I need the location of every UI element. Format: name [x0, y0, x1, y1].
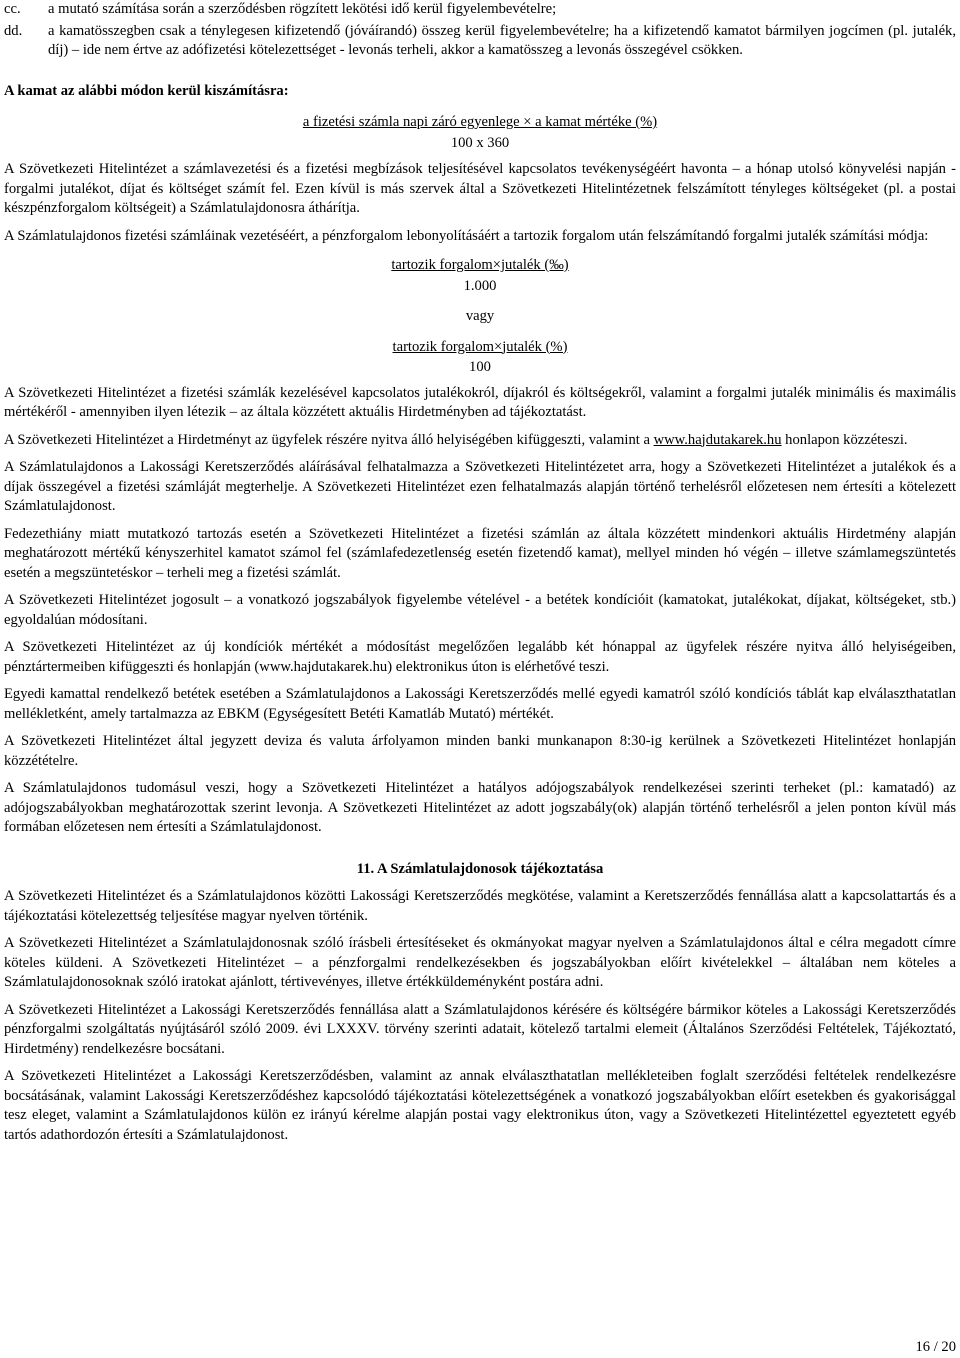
list-item-text: a kamatösszegben csak a ténylegesen kifizetendő (jóváírandó) összeg kerül figyelembevételre; ha a kifizetendő kamatot bármilyen jogcímen (pl. jutalék, díj) – ide nem értve az adófizetési kötelezettséget - levonás terheli, akkor a kamatösszeg a levonás összegével csökken. — [48, 22, 956, 58]
formula-denominator: 100 — [469, 359, 491, 375]
list-item — [4, 22, 956, 61]
paragraph: Fedezethiány miatt mutatkozó tartozás esetén a Szövetkezeti Hitelintézet a fizetési számlán az általa közzétett mindenkori aktuális Hirdetmény alapján meghatározott mértékű kényszerhitel kamatot számol fel (számlafedezetlenség esetén fizetendő kamat), mellyel minden hó végén – illetve számlamegszüntetés esetén a megszüntetéskor – terheli meg a fizetési számlát. — [4, 525, 956, 581]
paragraph: A Szövetkezeti Hitelintézet által jegyzett deviza és valuta árfolyamon minden banki munkanapon 8:30-ig kerülnek a Szövetkezeti Hitelintézet honlapján közzétételre. — [4, 733, 956, 769]
paragraph: A Szövetkezeti Hitelintézet a számlavezetési és a fizetési megbízások teljesítésével kapcsolatos tevékenységéért havonta – a hónap utolsó könyvelési napján - forgalmi jutalékot, díjat és költséget számít fel. Ezen kívül is más szervek által a Szövetkezeti Hitelintézetnek felszámított tényleges költségeket (pl. a postai készpénzforgalom költségeit) a Számlatulajdonosra áthárítja. — [4, 161, 956, 216]
list-item-text: a mutató számítása során a szerződésben rögzített lekötési idő kerül figyelembevételre; — [48, 1, 557, 17]
paragraph: A Szövetkezeti Hitelintézet és a Számlatulajdonos közötti Lakossági Keretszerződés megkötése, valamint a Keretszerződés fennállása alatt a kapcsolattartás és a tájékoztatási kötelezettség teljesítése magyar nyelven történik. — [4, 888, 956, 924]
formula-numerator-text: tartozik forgalom×jutalék (%) — [392, 338, 568, 355]
section-title: 11. A Számlatulajdonosok tájékoztatása — [356, 860, 604, 877]
formula-numerator-text: a fizetési számla napi záró egyenlege × a kamat mértéke (%) — [302, 114, 658, 130]
paragraph-text: honlapon közzéteszi. — [781, 431, 908, 448]
interest-heading: A kamat az alábbi módon kerül kiszámításra: — [4, 82, 289, 99]
list-marker: dd. — [4, 22, 23, 39]
paragraph: A Szövetkezeti Hitelintézet a fizetési számlák kezelésével kapcsolatos jutalékokról, díjakról és költségekről, valamint a forgalmi jutalék minimális és maximális mértékéről - amennyiben ilyen létezik – az általa közzétett aktuális Hirdetményben ad tájékoztatást. — [4, 384, 956, 420]
website-link[interactable]: www.hajdutakarek.hu — [653, 431, 782, 448]
paragraph: A Szövetkezeti Hitelintézet jogosult – a vonatkozó jogszabályok figyelembe vételével - a betétek kondícióit (kamatokat, jutalékokat, díjakat, költségeket, stb.) egyoldalúan módosítani. — [4, 592, 956, 628]
formula-numerator — [4, 256, 956, 276]
paragraph: A Szövetkezeti Hitelintézet a Számlatulajdonosnak szóló írásbeli értesítéseket és okmányokat magyar nyelven a Számlatulajdonos által e célra megadott címre köteles küldeni. A Szövetkezeti Hitelintézet – a pénzforgalmi rendelkezésekben és jogszabályokban előírt kivételekkel – általában nem köteles a Számlatulajdonosoknak szóló iratokat ajánlott, tértivevényes, illetve értékküldeményként postára adni. — [4, 935, 956, 990]
paragraph: A Számlatulajdonos a Lakossági Keretszerződés aláírásával felhatalmazza a Szövetkezeti Hitelintézetet arra, hogy a Szövetkezeti Hitelintézet a jutalékok és a díjak összegével a fizetési számláját megterhelje. A Szövetkezeti Hitelintézet ezen felhatalmazás alapján történő terhelésről előzetesen nem értesíti a kötelezett Számlatulajdonost. — [4, 459, 956, 514]
paragraph: A Szövetkezeti Hitelintézet az új kondíciók mértékét a módosítást megelőzően legalább két hónappal az ügyfelek részére nyitva álló helyiségeiben, pénztártermeiben kifüggeszti és honlapján (www.hajdutakarek.hu) elektronikus úton is elérhetővé teszi. — [4, 639, 956, 675]
list-marker: cc. — [4, 1, 21, 17]
paragraph: A Számlatulajdonos tudomásul veszi, hogy a Szövetkezeti Hitelintézet a hatályos adójogszabályok rendelkezései szerinti terheket (pl.: kamatadó) az adójogszabályokban meghatározottak szerint levonja. A Szövetkezeti Hitelintézet az adott jogszabály(ok) alapján történő terhelésről a jelen ponton kívül más formában előzetesen nem értesíti a Számlatulajdonost. — [4, 780, 956, 835]
page-number: 16 / 20 — [915, 1339, 956, 1355]
formula-denominator: 1.000 — [463, 277, 497, 294]
formula-numerator — [4, 113, 956, 133]
formula-denominator: 100 x 360 — [450, 134, 510, 151]
formula-numerator — [4, 338, 956, 358]
or-text: vagy — [465, 308, 495, 324]
paragraph: A Szövetkezeti Hitelintézet a Lakossági Keretszerződés fennállása alatt a Számlatulajdonos kérésére és költségére bármikor köteles a Lakossági Keretszerződés pénzforgalmi szolgáltatás nyújtásáról szóló 2009. évi LXXXV. törvény szerinti adatait, kötelező tartalmi elemeit (Általános Szerződési Feltételek, Tájékoztató, Hirdetmény) rendelkezésre bocsátani. — [4, 1001, 956, 1057]
formula-numerator-text: tartozik forgalom×jutalék (‰) — [391, 257, 569, 273]
list-item — [4, 0, 956, 20]
paragraph — [4, 431, 956, 451]
paragraph: A Szövetkezeti Hitelintézet a Lakossági Keretszerződésben, valamint az annak elválaszthatatlan mellékleteiben foglalt szerződési feltételek rendelkezésre bocsátásának, valamint Lakossági Keretszerződéshez kapcsolódó tájékoztatási kötelezettségének a vonatkozó jogszabályokban előírt esetekben és gyakorisággal tesz eleget, valamint a Számlatulajdonos külön ez irányú kérelme alapján postai vagy elektronikus úton, vagy a Szövetkezeti Hitelintézettel egyeztetett egyéb tartós adathordozón értesíti a Számlatulajdonost. — [4, 1068, 956, 1143]
paragraph: Egyedi kamattal rendelkező betétek esetében a Számlatulajdonos a Lakossági Keretszerződés mellé egyedi kamatról szóló kondíciós táblát kap elválaszthatatlan mellékletként, amely tartalmazza az EBKM (Egységesített Betéti Kamatláb Mutató) mértékét. — [4, 686, 956, 722]
paragraph: A Számlatulajdonos fizetési számláinak vezetéséért, a pénzforgalom lebonyolításáért a tartozik forgalom után felszámítandó forgalmi jutalék számítási módja: — [4, 227, 929, 244]
document-page — [4, 0, 956, 1145]
paragraph-text: A Szövetkezeti Hitelintézet a Hirdetményt az ügyfelek részére nyitva álló helyiségében kifüggeszti, valamint a — [4, 431, 654, 448]
